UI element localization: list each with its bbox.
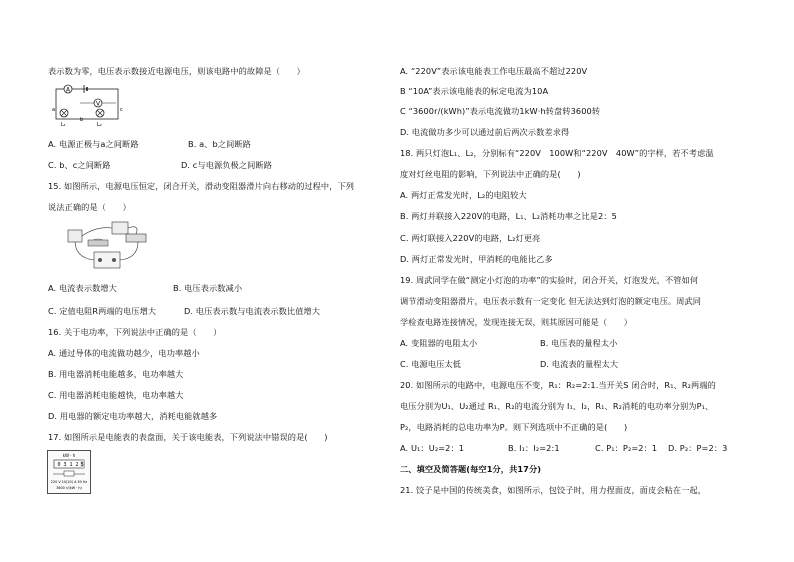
q14-stem-tail: 表示数为零，电压表示数接近电源电压，则该电路中的故障是（ ） xyxy=(48,66,305,76)
meter-spec-2: 3600 r/(kW · h) xyxy=(56,486,82,490)
meter-digit: 0 xyxy=(57,462,61,469)
svg-text:L₁: L₁ xyxy=(61,122,66,128)
q16-option-b: B. 用电器消耗电能越多，电功率越大 xyxy=(48,369,184,379)
q16-option-d: D. 用电器的额定电功率越大，消耗电能就越多 xyxy=(48,411,218,421)
q14-option-b: B. a、b之间断路 xyxy=(188,139,251,149)
q20-option-b: B. I₁：I₂=2:1 xyxy=(508,443,560,453)
meter-digit: 1 xyxy=(69,462,73,469)
q14-option-a: A. 电源正极与a之间断路 xyxy=(48,139,139,149)
voltmeter-label: V xyxy=(95,100,101,108)
q19-stem-line2: 调节滑动变阻器滑片，电压表示数有一定变化 但无法达到灯泡的额定电压。周武同 xyxy=(400,296,702,306)
meter-digit: 2 xyxy=(75,462,79,469)
q18-stem-line2: 度对灯丝电阻的影响，下列说法中正确的是( ) xyxy=(400,169,581,179)
q19-stem-line3: 学检查电路连接情况，发现连接无误，则其原因可能是（ ） xyxy=(400,317,633,327)
q17-option-d: D. 电流做功多少可以通过前后两次示数差求得 xyxy=(400,127,570,137)
q18-option-c: C. 两灯联接入220V的电路，L₂灯更亮 xyxy=(400,233,541,243)
svg-text:L₂: L₂ xyxy=(97,122,102,128)
q19-option-a: A. 变阻器的电阻太小 xyxy=(400,338,478,348)
q15-apparatus-figure xyxy=(66,218,150,272)
meter-digit: 3 xyxy=(63,462,67,469)
q19-option-b: B. 电压表的量程太小 xyxy=(540,338,618,348)
q15-option-a: A. 电流表示数增大 xyxy=(48,283,117,293)
q15-stem-line2: 说法正确的是（ ） xyxy=(48,202,131,212)
svg-text:a: a xyxy=(52,107,56,113)
q17-energy-meter-figure xyxy=(47,450,91,494)
q20-stem-line2: 电压分别为U₁、U₂通过 R₁、R₂的电流分别为 I₁、I₂，R₁、R₂消耗的电功率分别为P₁、 xyxy=(400,401,714,411)
svg-text:c: c xyxy=(120,107,123,113)
q19-stem-line1: 19. 周武同学在做“测定小灯泡的功率”的实验时，闭合开关，灯泡发光，不管如何 xyxy=(400,275,699,285)
meter-unit: kW · h xyxy=(62,453,76,458)
q16-option-c: C. 用电器消耗电能越快，电功率越大 xyxy=(48,390,184,400)
q20-option-d: D. P₂：P=2：3 xyxy=(668,443,728,453)
q19-option-c: C. 电源电压太低 xyxy=(400,359,461,369)
q14-circuit-diagram xyxy=(50,83,125,127)
svg-text:b: b xyxy=(80,117,84,123)
q21-stem: 21. 饺子是中国的传统美食，如图所示，包饺子时，用力捏面皮，面皮会粘在一起， xyxy=(400,485,707,495)
q14-option-c: C. b、c之间断路 xyxy=(48,160,111,170)
q20-option-c: C. P₁：P₂=2：1 xyxy=(595,443,658,453)
q18-option-a: A. 两灯正常发光时，L₂的电阻较大 xyxy=(400,190,527,200)
q20-option-a: A. U₁：U₂=2：1 xyxy=(400,443,465,453)
q17-option-b: B “10A”表示该电能表的标定电流为10A xyxy=(400,86,549,96)
q19-option-d: D. 电流表的量程太大 xyxy=(540,359,619,369)
q15-stem-line1: 15. 如图所示，电源电压恒定，闭合开关，滑动变阻器滑片向右移动的过程中，下列 xyxy=(48,181,355,191)
ammeter-label: A xyxy=(65,86,71,94)
q15-option-b: B. 电压表示数减小 xyxy=(173,283,243,293)
meter-digit: 5 xyxy=(80,462,84,469)
q18-option-b: B. 两灯并联接入220V的电路，L₁、L₂消耗功率之比是2：5 xyxy=(400,211,617,221)
q18-option-d: D. 两灯正常发光时，甲消耗的电能比乙多 xyxy=(400,254,553,264)
q16-stem: 16. 关于电功率，下列说法中正确的是（ ） xyxy=(48,327,222,337)
q16-option-a: A. 通过导体的电流做功越少，电功率越小 xyxy=(48,348,200,358)
q15-option-c: C. 定值电阻R两端的电压增大 xyxy=(48,306,157,316)
q20-stem-line3: P₂，电路消耗的总电功率为P。则下列选项中不正确的是( ) xyxy=(400,422,628,432)
q17-option-a: A. “220V”表示该电能表工作电压最高不超过220V xyxy=(400,66,588,76)
q17-stem: 17. 如图所示是电能表的表盘面，关于该电能表，下列说法中错误的是( ) xyxy=(48,432,328,442)
meter-spec-1: 220 V 10(20) A 50 Hz xyxy=(50,480,88,484)
q20-stem-line1: 20. 如图所示的电路中，电源电压不变，R₁：R₂=2:1.当开关S 闭合时，R₁、R₂两端的 xyxy=(400,380,716,390)
q15-option-d: D. 电压表示数与电流表示数比值增大 xyxy=(184,306,321,316)
q18-stem-line1: 18. 两只灯泡L₁、L₂，分别标有“220V 100W和“220V 40W”的字样，若不考虑温 xyxy=(400,148,714,158)
q14-option-d: D. c与电源负极之间断路 xyxy=(181,160,272,170)
q17-option-c: C “3600r/(kWh)”表示电流做功1kW·h转盘转3600转 xyxy=(400,106,601,116)
section-heading: 二、填空及简答题(每空1分，共17分) xyxy=(400,464,542,474)
